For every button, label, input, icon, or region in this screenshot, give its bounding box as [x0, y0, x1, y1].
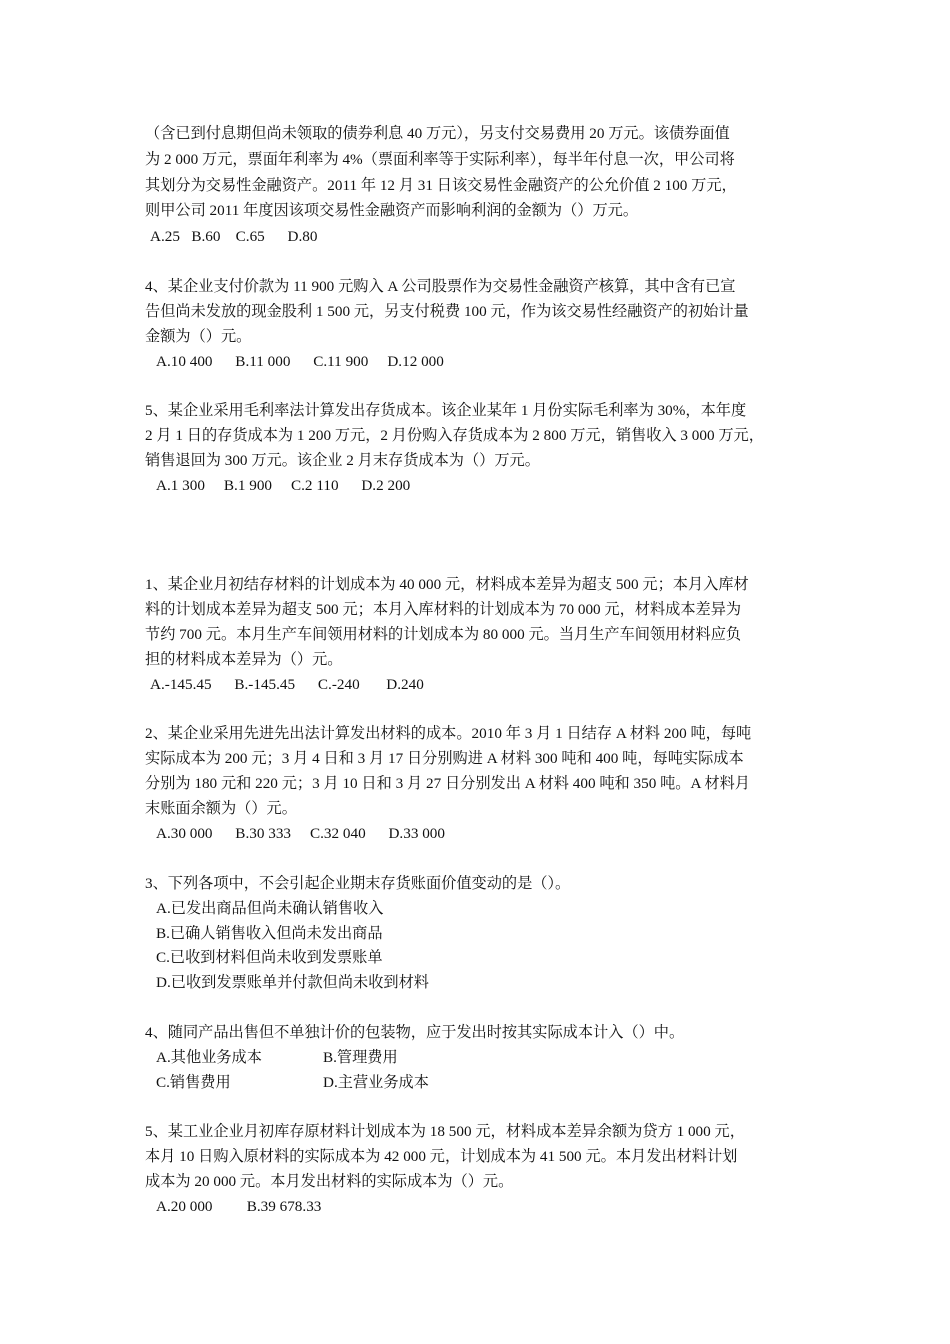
- question-text-line: （含已到付息期但尚未领取的债券利息 40 万元），另支付交易费用 20 万元。该债券面值: [145, 125, 730, 142]
- answer-option: A.其他业务成本: [156, 1049, 262, 1066]
- answer-option: B.已确人销售收入但尚未发出商品: [156, 925, 383, 942]
- answer-option: A.已发出商品但尚未确认销售收入: [156, 900, 384, 917]
- question-text-line: 销售退回为 300 万元。该企业 2 月末存货成本为（）万元。: [145, 452, 540, 469]
- question-text-line: 4、某企业支付价款为 11 900 元购入 A 公司股票作为交易性金融资产核算，其中含有已宣: [145, 278, 736, 295]
- answer-options: A.20 000 B.39 678.33: [156, 1198, 322, 1215]
- question-text-line: 2、某企业采用先进先出法计算发出材料的成本。2010 年 3 月 1 日结存 A 材料 200 吨，每吨: [145, 725, 752, 742]
- question-text-line: 料的计划成本差异为超支 500 元；本月入库材料的计划成本为 70 000 元，材料成本差异为: [145, 601, 742, 618]
- question-text-line: 3、下列各项中，不会引起企业期末存货账面价值变动的是（）。: [145, 875, 571, 892]
- question-text-line: 1、某企业月初结存材料的计划成本为 40 000 元，材料成本差异为超支 500 元；本月入库材: [145, 576, 749, 593]
- answer-option: B.管理费用: [323, 1049, 398, 1066]
- question-text-line: 末账面余额为（）元。: [145, 800, 297, 817]
- question-text-line: 5、某工业企业月初库存原材料计划成本为 18 500 元，材料成本差异余额为贷方 1 000 元，: [145, 1123, 745, 1140]
- question-text-line: 4、随同产品出售但不单独计价的包装物，应于发出时按其实际成本计入（）中。: [145, 1024, 685, 1041]
- question-text-line: 分别为 180 元和 220 元；3 月 10 日和 3 月 27 日分别发出 A 材料 400 吨和 350 吨。A 材料月: [145, 775, 750, 792]
- answer-options: A.10 400 B.11 000 C.11 900 D.12 000: [156, 353, 444, 370]
- question-text-line: 告但尚未发放的现金股利 1 500 元，另支付税费 100 元，作为该交易性经融资产的初始计量: [145, 303, 749, 320]
- answer-options: A.-145.45 B.-145.45 C.-240 D.240: [150, 676, 424, 693]
- question-text-line: 实际成本为 200 元；3 月 4 日和 3 月 17 日分别购进 A 材料 300 吨和 400 吨，每吨实际成本: [145, 750, 744, 767]
- question-text-line: 其划分为交易性金融资产。2011 年 12 月 31 日该交易性金融资产的公允价值 2 100 万元，: [145, 177, 737, 194]
- question-text-line: 节约 700 元。本月生产车间领用材料的计划成本为 80 000 元。当月生产车间领用材料应负: [145, 626, 742, 643]
- question-text-line: 5、某企业采用毛利率法计算发出存货成本。该企业某年 1 月份实际毛利率为 30%，本年度: [145, 402, 747, 419]
- question-text-line: 成本为 20 000 元。本月发出材料的实际成本为（）元。: [145, 1173, 514, 1190]
- answer-options: A.30 000 B.30 333 C.32 040 D.33 000: [156, 825, 445, 842]
- question-text-line: 本月 10 日购入原材料的实际成本为 42 000 元，计划成本为 41 500 元。本月发出材料计划: [145, 1148, 738, 1165]
- answer-option: C.已收到材料但尚未收到发票账单: [156, 949, 383, 966]
- answer-options: A.1 300 B.1 900 C.2 110 D.2 200: [156, 477, 411, 494]
- answer-option: C.销售费用: [156, 1074, 231, 1091]
- question-text-line: 金额为（）元。: [145, 328, 252, 345]
- question-text-line: 2 月 1 日的存货成本为 1 200 万元，2 月份购入存货成本为 2 800 万元，销售收入 3 000 万元，: [145, 427, 764, 444]
- question-text-line: 担的材料成本差异为（）元。: [145, 651, 343, 668]
- answer-options: A.25 B.60 C.65 D.80: [150, 228, 318, 245]
- question-text-line: 为 2 000 万元，票面年利率为 4%（票面利率等于实际利率），每半年付息一次，甲公司将: [145, 151, 735, 168]
- answer-option: D.已收到发票账单并付款但尚未收到材料: [156, 974, 429, 991]
- question-text-line: 则甲公司 2011 年度因该项交易性金融资产而影响利润的金额为（）万元。: [145, 202, 639, 219]
- answer-option: D.主营业务成本: [323, 1074, 429, 1091]
